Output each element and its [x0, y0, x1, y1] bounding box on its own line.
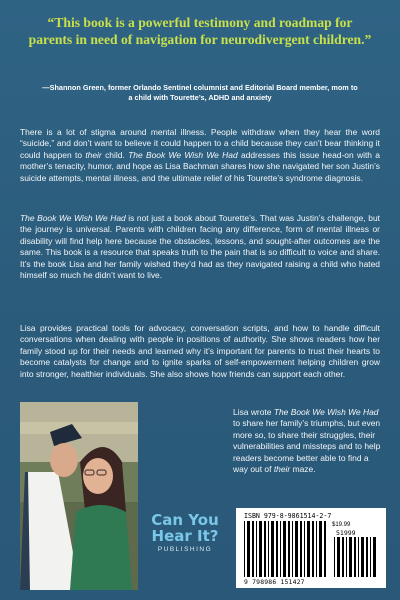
barcode-bar — [307, 521, 310, 577]
publisher-logo-line1: Can You — [151, 511, 219, 529]
barcode-bar — [342, 537, 344, 577]
description-paragraph-4 — [233, 407, 385, 475]
barcode-bar — [334, 537, 335, 577]
description-paragraph-3 — [20, 323, 380, 380]
price-label: $19.99 — [332, 522, 351, 528]
barcode-bar — [358, 537, 359, 577]
barcode-bar — [292, 521, 293, 577]
barcode-bar — [337, 537, 340, 577]
author-photo-illustration — [20, 402, 138, 590]
p4-segment-4: maze. — [290, 464, 316, 475]
publisher-logo — [146, 512, 224, 572]
endorsement-quote: “This book is a powerful testimony and roadmap for parents in need of navigation for neurodivergent children.” — [28, 15, 372, 47]
barcode-bar — [312, 521, 314, 577]
barcode-bar — [370, 537, 371, 577]
p4-segment-3: their — [273, 464, 291, 475]
p4-segment-1: The Book We Wish We Had — [273, 407, 379, 417]
barcode-bar — [361, 537, 364, 577]
barcode-bar — [256, 521, 257, 577]
barcode-bar — [295, 521, 298, 577]
barcode-bar — [324, 521, 326, 577]
barcode-addon-number: 51999 — [336, 529, 356, 537]
barcode-bar — [259, 521, 262, 577]
barcode-bar — [366, 537, 368, 577]
p1-segment-1: their — [85, 149, 102, 160]
p1-segment-4: addresses this issue head-on with a mother’s tenacity, humor, and hope as Lisa Bachman shares how she navigated her son Justin’s suicide attempts, mental illness, and the ultimate relief of his Tourette’s syndrome diagnosis. — [20, 149, 380, 183]
barcode-digits: 9 798986 151427 — [244, 578, 305, 586]
barcode-bar — [354, 537, 356, 577]
p2-segment-1: is not just a book about Tourette’s. That was Justin’s challenge, but the journey is universal. Parents with children facing any difference, form of mental illness or disability will find help here because the obstacles, lessons, and sought-after outcomes are the same. This book is a resource that speaks truth to the pain that is so difficult to voice and share. It’s the book Lisa and her family wished they’d had as they navigated raising a child who hated himself so much he didn’t want to live. — [20, 213, 380, 281]
description-paragraph-2 — [20, 213, 380, 281]
barcode-addon-bars — [334, 537, 378, 577]
p4-segment-2: to share her family’s triumphs, but even more so, to share their struggles, their vulnerabilities and missteps and to help readers become better able to find a way out of — [233, 418, 381, 475]
barcode-bar — [268, 521, 269, 577]
barcode-bar — [244, 521, 245, 577]
barcode-bar — [316, 521, 317, 577]
p3-segment-0: Lisa provides practical tools for advocacy, conversation scripts, and how to handle difficult conversations when dealing with people in positions of authority. She shows readers how her family stood up for their needs and learned why it’s important for parents to trust their hearts to become catalysts for change and to ignite sparks of self-empowerment helping children grow into stronger, healthier individuals. She also shows how friends can support each other. — [20, 323, 380, 379]
barcode-bar — [373, 537, 376, 577]
barcode-bar — [349, 537, 352, 577]
p1-segment-2: child. — [101, 149, 129, 160]
barcode-bar — [252, 521, 254, 577]
publisher-logo-line2: Hear It? — [151, 527, 219, 545]
barcode-bars — [244, 521, 330, 577]
barcode-bar — [304, 521, 305, 577]
barcode-bar — [247, 521, 250, 577]
barcode-bar — [300, 521, 302, 577]
p1-segment-0: There is a lot of stigma around mental illness. People withdraw when they hear the word “suicide,” and don’t want to believe it could happen to a child because they can’t bear thinking it could happen to — [20, 127, 380, 160]
p4-segment-0: Lisa wrote — [233, 407, 274, 417]
quote-attribution: —Shannon Green, former Orlando Sentinel columnist and Editorial Board member, mom to a child with Tourette’s, ADHD and anxiety — [42, 83, 358, 102]
barcode-bar — [283, 521, 286, 577]
isbn-label: ISBN 979-8-9861514-2-7 — [244, 512, 332, 520]
barcode-bar — [264, 521, 266, 577]
author-photo — [20, 402, 138, 590]
publisher-logo-line3: PUBLISHING — [157, 546, 213, 553]
barcode-bar — [288, 521, 290, 577]
isbn-barcode — [236, 508, 386, 588]
p1-segment-3: The Book We Wish We Had — [128, 149, 238, 160]
p2-segment-0: The Book We Wish We Had — [20, 213, 126, 223]
barcode-bar — [346, 537, 347, 577]
barcode-bar — [276, 521, 278, 577]
barcode-bar — [271, 521, 274, 577]
description-paragraph-1 — [20, 127, 380, 184]
barcode-bar — [280, 521, 281, 577]
barcode-bar — [319, 521, 322, 577]
